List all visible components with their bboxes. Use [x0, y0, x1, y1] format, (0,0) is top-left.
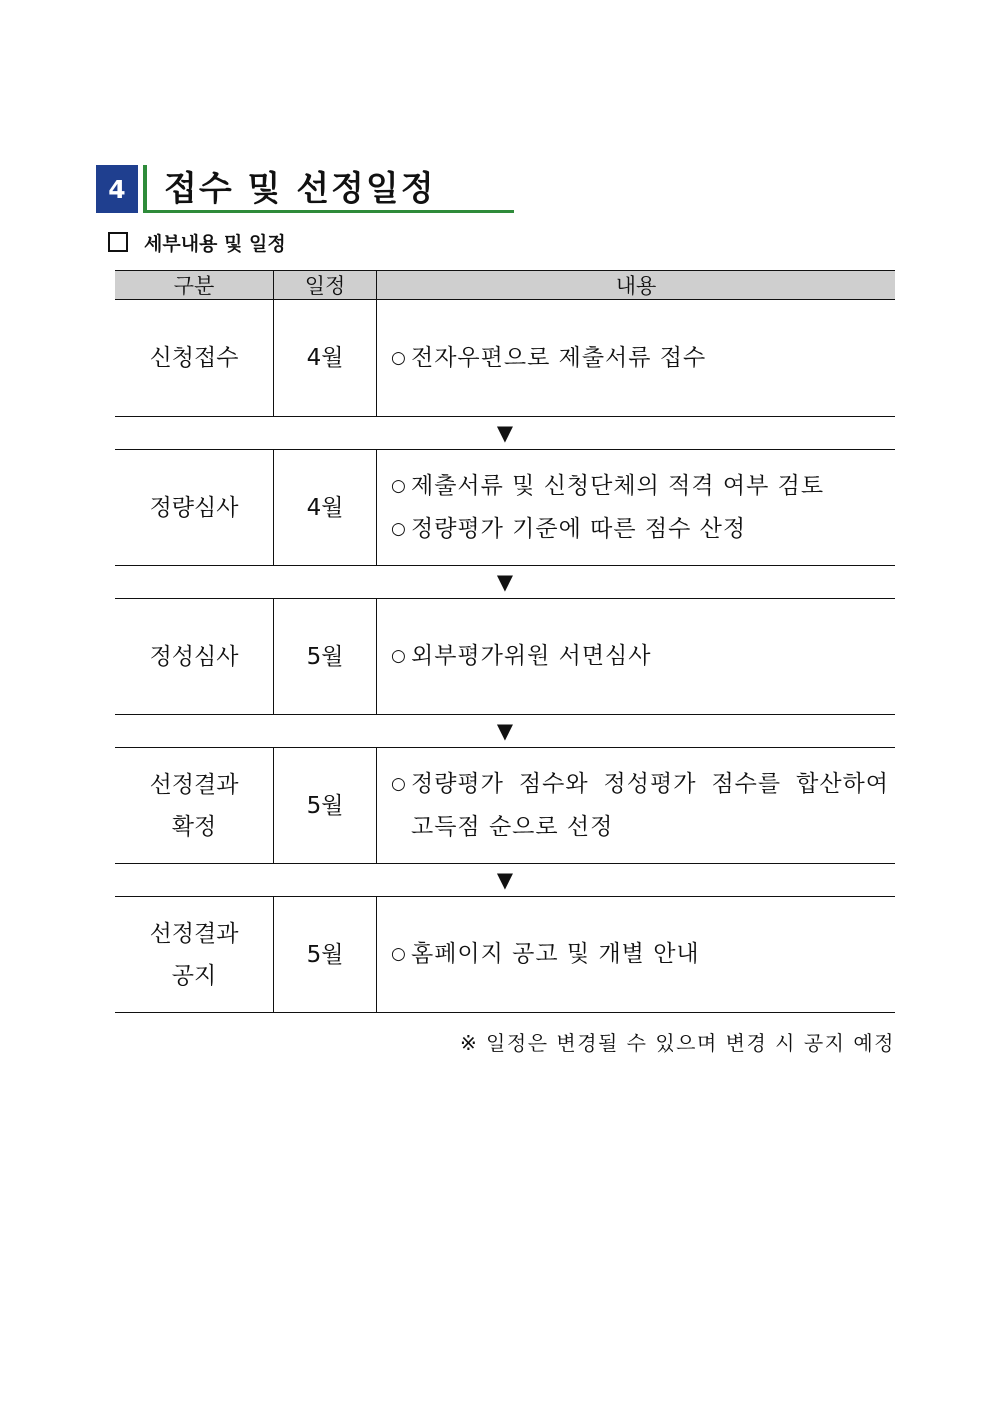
row-date: 5월	[273, 897, 376, 1012]
table-row	[115, 300, 895, 417]
category-line: 선정결과	[149, 920, 239, 947]
section-number: 4	[96, 165, 138, 213]
item-text: 제출서류 및 신청단체의 적격 여부 검토	[411, 472, 825, 499]
list-item	[391, 508, 889, 551]
schedule-note: ※ 일정은 변경될 수 있으며 변경 시 공지 예정	[459, 1031, 895, 1055]
item-text: 전자우편으로 제출서류 접수	[411, 344, 707, 371]
list-item	[391, 635, 889, 678]
flow-arrow-row	[115, 417, 895, 449]
row-content	[376, 599, 895, 714]
checkbox-icon	[108, 232, 128, 252]
row-category	[115, 450, 273, 565]
down-arrow-icon: ▼	[496, 719, 514, 743]
category-line: 공지	[171, 962, 217, 989]
row-date: 5월	[273, 748, 376, 863]
bullet-circle-icon: ○	[391, 944, 407, 964]
header-category: 구분	[173, 274, 215, 298]
bullet-circle-icon: ○	[391, 518, 407, 539]
table-header	[115, 270, 895, 300]
header-date: 일정	[273, 271, 376, 299]
row-category	[115, 897, 273, 1012]
list-item	[391, 763, 889, 849]
bullet-circle-icon: ○	[391, 347, 407, 368]
item-text: 외부평가위원 서면심사	[411, 643, 652, 669]
category-line: 선정결과	[149, 771, 239, 798]
row-content	[376, 748, 895, 863]
section-header	[96, 165, 514, 213]
bullet-circle-icon: ○	[391, 773, 407, 794]
item-text: 정량평가 기준에 따른 점수 산정	[411, 515, 747, 542]
down-arrow-icon: ▼	[496, 421, 514, 445]
section-underline	[143, 210, 514, 213]
table-row	[115, 449, 895, 566]
table-row	[115, 896, 895, 1013]
row-content	[376, 897, 895, 1012]
item-text: 정량평가 점수와 정성평가 점수를 합산하여 고득점 순으로 선정	[411, 770, 889, 840]
bullet-circle-icon: ○	[391, 475, 407, 496]
subheading	[108, 228, 286, 256]
down-arrow-icon: ▼	[496, 868, 514, 892]
bullet-circle-icon: ○	[391, 646, 407, 666]
list-item	[391, 337, 889, 380]
section-title: 접수 및 선정일정	[164, 169, 436, 209]
category-line: 확정	[171, 813, 217, 840]
row-date: 5월	[273, 599, 376, 714]
section-accent-bar	[143, 165, 147, 213]
row-category	[115, 748, 273, 863]
schedule-table	[115, 270, 895, 1013]
table-row	[115, 598, 895, 715]
list-item	[391, 933, 889, 976]
table-row	[115, 747, 895, 864]
row-date: 4월	[273, 300, 376, 416]
row-category	[115, 599, 273, 714]
subheading-title: 세부내용 및 일정	[144, 232, 286, 255]
header-content: 내용	[376, 271, 895, 299]
row-content	[376, 300, 895, 416]
flow-arrow-row	[115, 566, 895, 598]
row-content	[376, 450, 895, 565]
category-line: 정량심사	[149, 494, 239, 521]
row-date: 4월	[273, 450, 376, 565]
flow-arrow-row	[115, 864, 895, 896]
row-category	[115, 300, 273, 416]
category-line: 정성심사	[149, 643, 239, 670]
category-line: 신청접수	[149, 345, 239, 371]
list-item	[391, 465, 889, 508]
item-text: 홈페이지 공고 및 개별 안내	[411, 941, 700, 967]
down-arrow-icon: ▼	[496, 570, 514, 594]
flow-arrow-row	[115, 715, 895, 747]
